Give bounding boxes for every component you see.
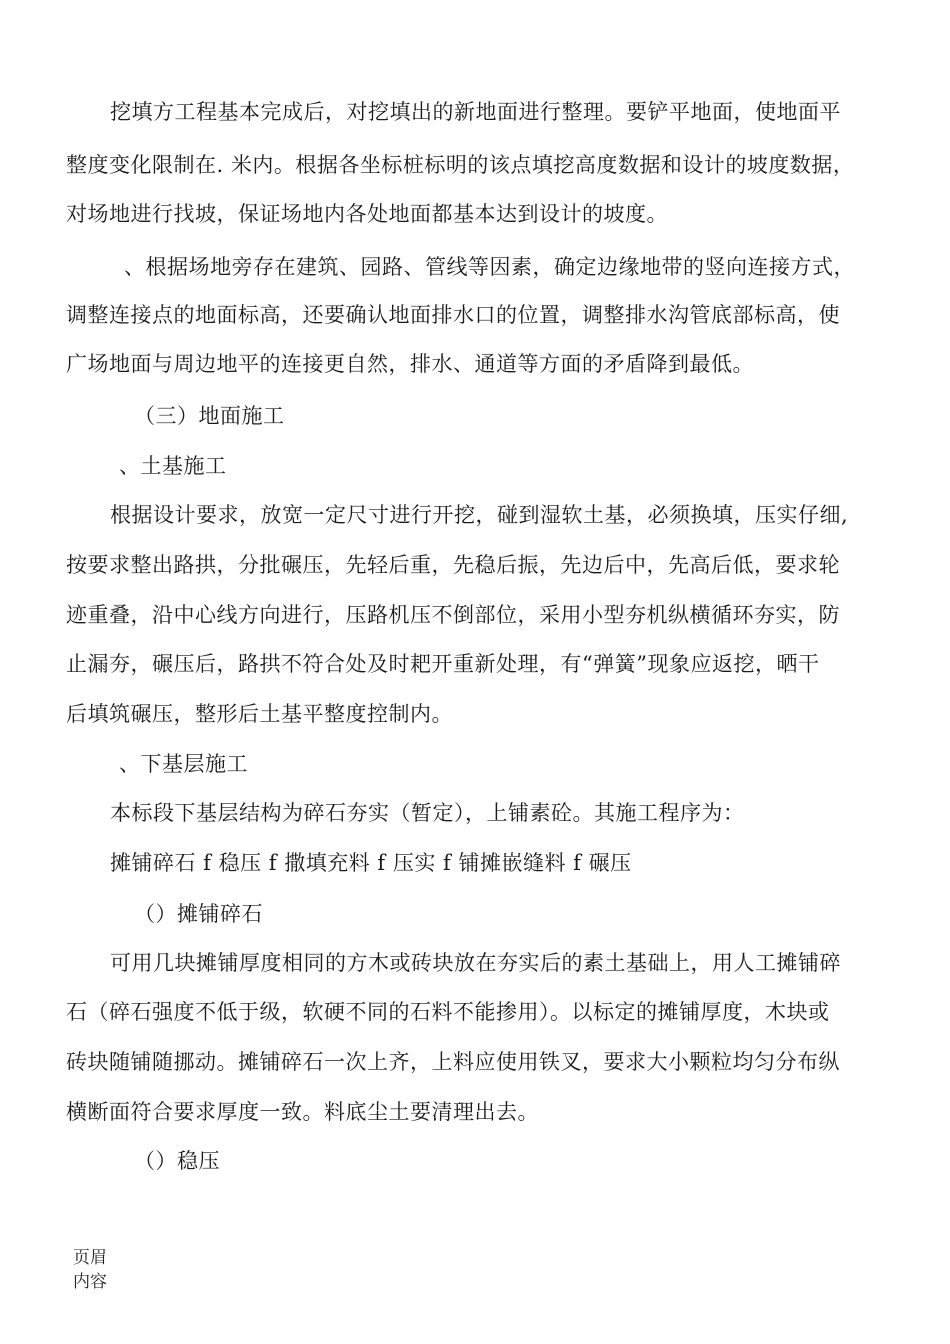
- paragraph-line: 止漏夯，碾压后，路拱不符合处及时耙开重新处理，有“弹簧”现象应返挖，晒干: [66, 652, 820, 676]
- paragraph-line: 砖块随铺随挪动。摊铺碎石一次上齐，上料应使用铁叉，要求大小颗粒均匀分布纵: [66, 1050, 840, 1074]
- item-heading: （）稳压: [134, 1149, 220, 1173]
- page-footer: [73, 1246, 107, 1294]
- footer-line: 内容: [73, 1272, 107, 1292]
- paragraph-line: 对场地进行找坡，保证场地内各处地面都基本达到设计的坡度。: [66, 202, 668, 226]
- item-heading: （）摊铺碎石: [134, 902, 263, 926]
- paragraph-line: 石（碎石强度不低于级，软硬不同的石料不能掺用）。以标定的摊铺厚度，木块或: [66, 1000, 830, 1024]
- paragraph-line: 广场地面与周边地平的连接更自然，排水、通道等方面的矛盾降到最低。: [66, 352, 754, 376]
- paragraph-line: 后填筑碾压，整形后土基平整度控制内。: [66, 702, 453, 726]
- paragraph-line: 整度变化限制在. 米内。根据各坐标桩标明的该点填挖高度数据和设计的坡度数据，: [66, 153, 855, 177]
- paragraph-line: 、根据场地旁存在建筑、园路、管线等因素，确定边缘地带的竖向连接方式，: [124, 255, 855, 279]
- paragraph-line: 横断面符合要求厚度一致。料底尘土要清理出去。: [66, 1100, 539, 1124]
- paragraph-line: 调整连接点的地面标高，还要确认地面排水口的位置，调整排水沟管底部标高，使: [66, 303, 840, 327]
- process-sequence: 摊铺碎石 f 稳压 f 撒填充料 f 压实 f 铺摊嵌缝料 f 碾压: [110, 851, 632, 875]
- subsection-heading: 、土基施工: [119, 454, 227, 478]
- footer-line: 页眉: [73, 1248, 107, 1268]
- paragraph-line: 可用几块摊铺厚度相同的方木或砖块放在夯实后的素土基础上，用人工摊铺碎: [110, 951, 841, 975]
- paragraph-line: 根据设计要求，放宽一定尺寸进行开挖，碰到湿软土基，必须换填，压实仔细,: [110, 503, 849, 527]
- paragraph-line: 本标段下基层结构为碎石夯实（暂定），上铺素砼。其施工程序为：: [110, 801, 745, 825]
- subsection-heading: 、下基层施工: [119, 752, 248, 776]
- paragraph-line: 迹重叠，沿中心线方向进行，压路机压不倒部位，采用小型夯机纵横循环夯实，防: [66, 603, 840, 627]
- paragraph-line: 按要求整出路拱，分批碾压，先轻后重，先稳后振，先边后中，先高后低，要求轮: [66, 553, 840, 577]
- paragraph-line: 挖填方工程基本完成后，对挖填出的新地面进行整理。要铲平地面，使地面平: [110, 100, 841, 124]
- section-heading: （三）地面施工: [134, 404, 285, 428]
